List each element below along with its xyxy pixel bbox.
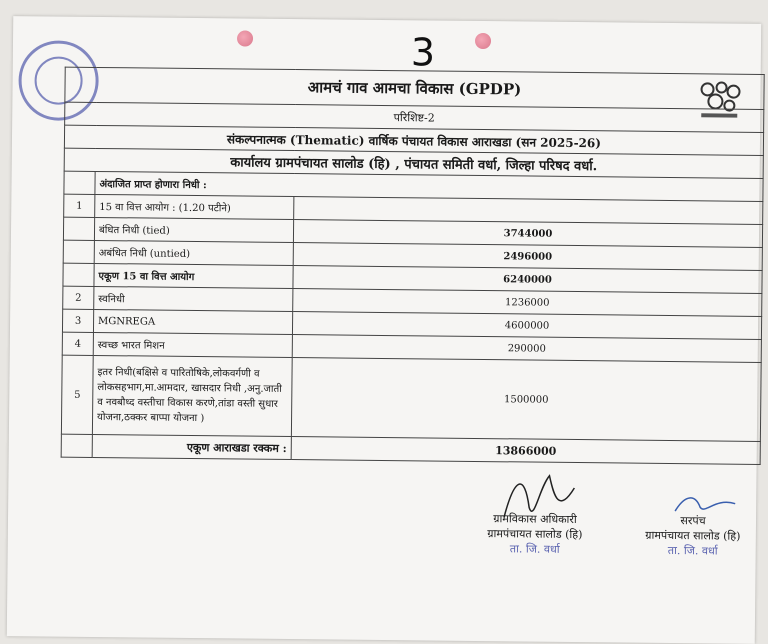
table-row: बंधित निधी (tied) 3744000: [63, 217, 762, 247]
table-row: एकूण 15 वा वित्त आयोग 6240000: [63, 263, 762, 293]
table-row: 5 इतर निधी(बक्षिसे व पारितोषिके,लोकवर्गणी व लोकसहभाग,मा.आमदार, खासदार निधी ,अनु.जाती व नवबौध्द वस्तीचा विकास करणे,तांडा वस्ती सुधार योजना,ठक्कर बाप्पा योजना ) 1500000: [61, 355, 761, 441]
office-line: कार्यालय ग्रामपंचायत सालोड (हि) , पंचायत समिती वर्धा, जिल्हा परिषद वर्धा.: [64, 148, 763, 178]
table-row: 3 MGNREGA 4600000: [62, 309, 761, 339]
plan-subtitle: संकल्पनात्मक (Thematic) वार्षिक पंचायत विकास आराखडा (सन 2025-26): [64, 125, 763, 155]
punch-hole: [475, 33, 491, 49]
section-heading: अंदाजित प्राप्त होणारा निधी :: [95, 171, 763, 201]
table-row: 4 स्वच्छ भारत मिशन 290000: [62, 332, 761, 362]
total-amount: 13866000: [291, 437, 760, 465]
table-row: 1 15 वा वित्त आयोग : (1.20 पटीने): [64, 194, 763, 224]
punch-hole: [237, 30, 253, 46]
table-row: 2 स्वनिधी 1236000: [63, 286, 762, 316]
document-page: [7, 16, 761, 644]
total-label: एकूण आराखडा रक्कम :: [92, 434, 291, 459]
gram-sevak-signature-block: ग्रामविकास अधिकारी ग्रामपंचायत सालोड (हि) ता. जि. वर्धा: [487, 512, 583, 556]
appendix-label: परिशिष्ट-2: [65, 102, 764, 132]
page-number: 3: [410, 30, 436, 75]
table-row: अबंधित निधी (untied) 2496000: [63, 240, 762, 270]
gpdp-fund-table: [61, 67, 765, 465]
main-title: आमचं गाव आमचा विकास (GPDP): [65, 67, 764, 109]
sarpanch-signature-block: सरपंच ग्रामपंचायत सालोड (हि) ता. जि. वर्धा: [645, 514, 741, 558]
